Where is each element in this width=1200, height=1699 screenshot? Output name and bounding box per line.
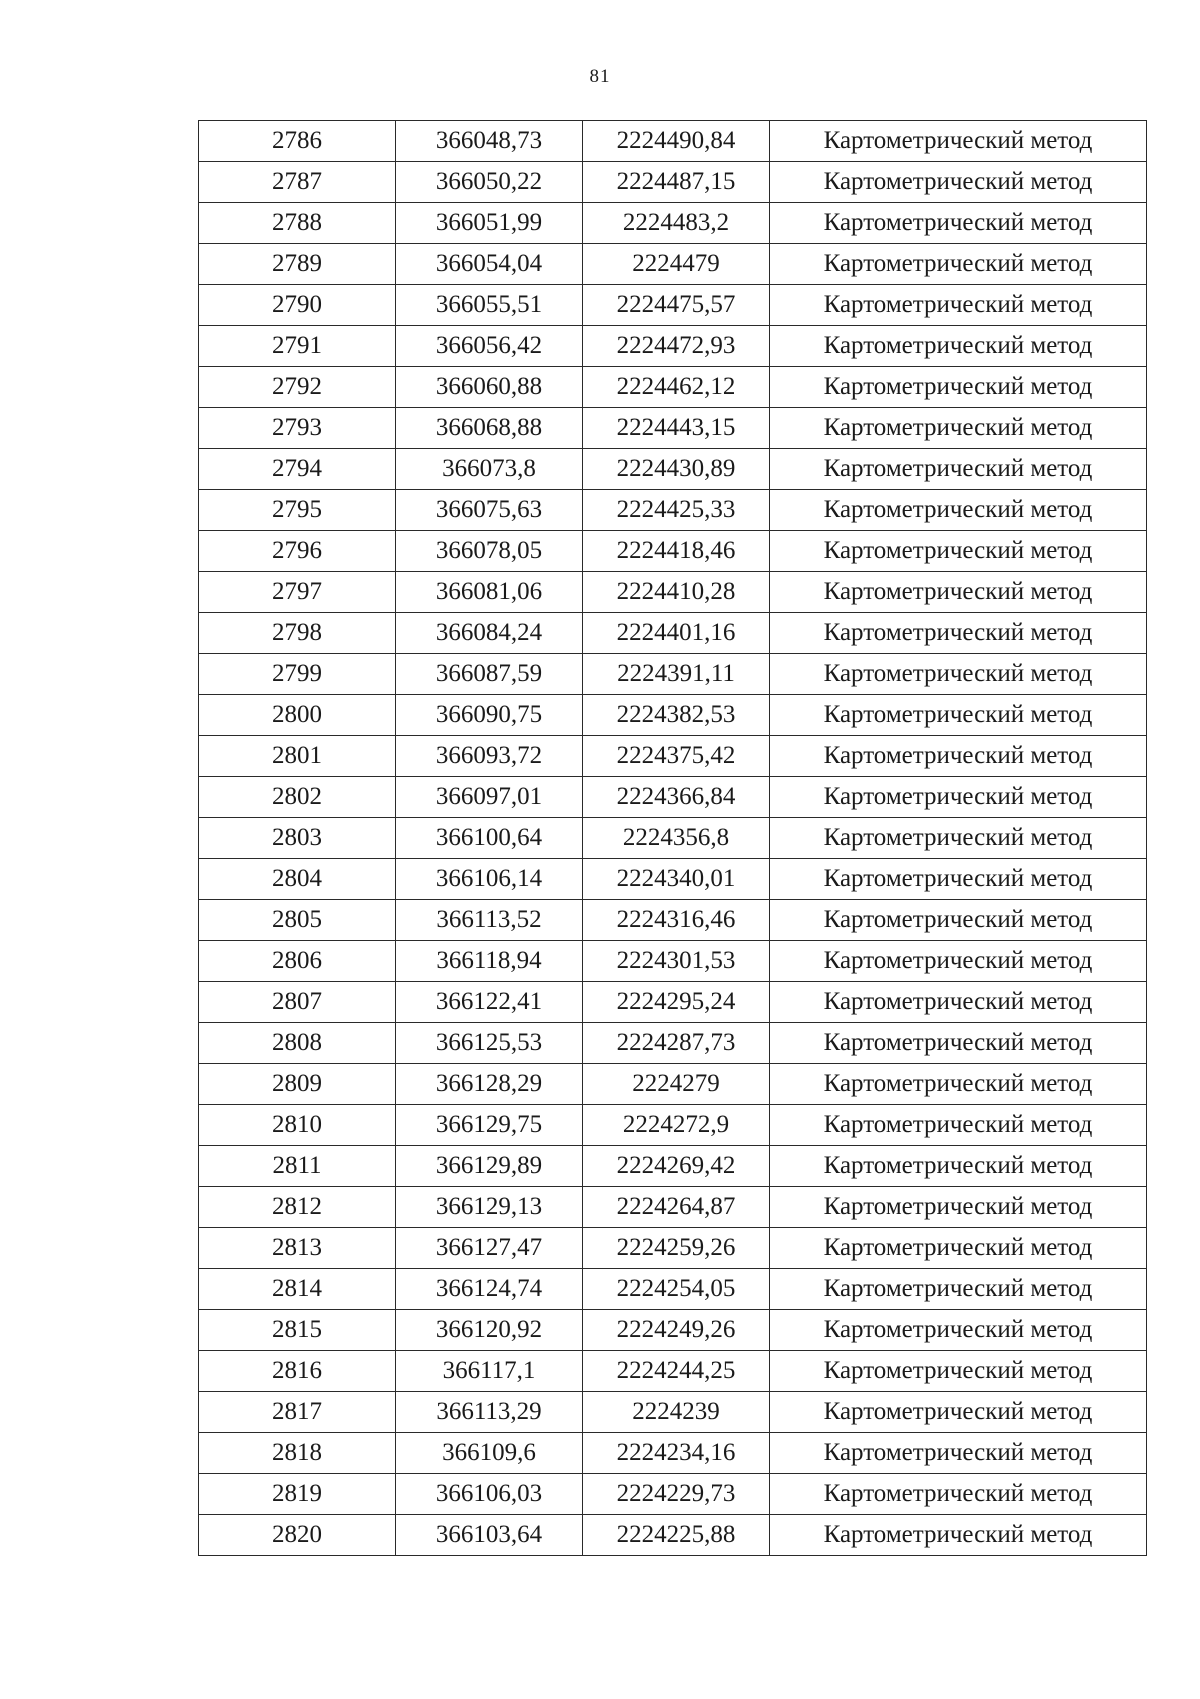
table-row <box>199 244 1147 285</box>
point-number-cell: 2811 <box>199 1146 396 1187</box>
table-row <box>199 572 1147 613</box>
y-coordinate-cell: 2224264,87 <box>583 1187 770 1228</box>
table-row <box>199 1105 1147 1146</box>
method-cell: Картометрический метод <box>770 1474 1147 1515</box>
method-cell: Картометрический метод <box>770 490 1147 531</box>
table-row <box>199 121 1147 162</box>
x-coordinate-cell: 366087,59 <box>396 654 583 695</box>
method-cell: Картометрический метод <box>770 1310 1147 1351</box>
y-coordinate-cell: 2224418,46 <box>583 531 770 572</box>
table-row <box>199 1433 1147 1474</box>
method-cell: Картометрический метод <box>770 1351 1147 1392</box>
y-coordinate-cell: 2224391,11 <box>583 654 770 695</box>
x-coordinate-cell: 366129,89 <box>396 1146 583 1187</box>
coordinates-table-body <box>199 121 1147 1556</box>
table-row <box>199 982 1147 1023</box>
x-coordinate-cell: 366127,47 <box>396 1228 583 1269</box>
y-coordinate-cell: 2224254,05 <box>583 1269 770 1310</box>
method-cell: Картометрический метод <box>770 982 1147 1023</box>
y-coordinate-cell: 2224239 <box>583 1392 770 1433</box>
x-coordinate-cell: 366125,53 <box>396 1023 583 1064</box>
method-cell: Картометрический метод <box>770 1269 1147 1310</box>
method-cell: Картометрический метод <box>770 736 1147 777</box>
table-row <box>199 1146 1147 1187</box>
y-coordinate-cell: 2224472,93 <box>583 326 770 367</box>
x-coordinate-cell: 366060,88 <box>396 367 583 408</box>
method-cell: Картометрический метод <box>770 531 1147 572</box>
point-number-cell: 2799 <box>199 654 396 695</box>
point-number-cell: 2804 <box>199 859 396 900</box>
x-coordinate-cell: 366120,92 <box>396 1310 583 1351</box>
point-number-cell: 2787 <box>199 162 396 203</box>
y-coordinate-cell: 2224462,12 <box>583 367 770 408</box>
y-coordinate-cell: 2224287,73 <box>583 1023 770 1064</box>
table-row <box>199 1269 1147 1310</box>
coordinates-table <box>198 120 1147 1556</box>
x-coordinate-cell: 366113,52 <box>396 900 583 941</box>
point-number-cell: 2815 <box>199 1310 396 1351</box>
table-row <box>199 1187 1147 1228</box>
method-cell: Картометрический метод <box>770 121 1147 162</box>
x-coordinate-cell: 366129,13 <box>396 1187 583 1228</box>
method-cell: Картометрический метод <box>770 326 1147 367</box>
point-number-cell: 2789 <box>199 244 396 285</box>
point-number-cell: 2809 <box>199 1064 396 1105</box>
method-cell: Картометрический метод <box>770 1105 1147 1146</box>
y-coordinate-cell: 2224410,28 <box>583 572 770 613</box>
y-coordinate-cell: 2224249,26 <box>583 1310 770 1351</box>
table-row <box>199 490 1147 531</box>
method-cell: Картометрический метод <box>770 1023 1147 1064</box>
x-coordinate-cell: 366118,94 <box>396 941 583 982</box>
x-coordinate-cell: 366097,01 <box>396 777 583 818</box>
method-cell: Картометрический метод <box>770 654 1147 695</box>
table-row <box>199 777 1147 818</box>
table-row <box>199 736 1147 777</box>
x-coordinate-cell: 366048,73 <box>396 121 583 162</box>
method-cell: Картометрический метод <box>770 1515 1147 1556</box>
point-number-cell: 2819 <box>199 1474 396 1515</box>
table-row <box>199 285 1147 326</box>
point-number-cell: 2802 <box>199 777 396 818</box>
point-number-cell: 2806 <box>199 941 396 982</box>
point-number-cell: 2795 <box>199 490 396 531</box>
point-number-cell: 2805 <box>199 900 396 941</box>
y-coordinate-cell: 2224259,26 <box>583 1228 770 1269</box>
method-cell: Картометрический метод <box>770 1433 1147 1474</box>
y-coordinate-cell: 2224229,73 <box>583 1474 770 1515</box>
point-number-cell: 2798 <box>199 613 396 654</box>
y-coordinate-cell: 2224479 <box>583 244 770 285</box>
x-coordinate-cell: 366050,22 <box>396 162 583 203</box>
x-coordinate-cell: 366068,88 <box>396 408 583 449</box>
point-number-cell: 2816 <box>199 1351 396 1392</box>
y-coordinate-cell: 2224490,84 <box>583 121 770 162</box>
point-number-cell: 2817 <box>199 1392 396 1433</box>
y-coordinate-cell: 2224487,15 <box>583 162 770 203</box>
table-row <box>199 654 1147 695</box>
y-coordinate-cell: 2224279 <box>583 1064 770 1105</box>
method-cell: Картометрический метод <box>770 1228 1147 1269</box>
point-number-cell: 2794 <box>199 449 396 490</box>
y-coordinate-cell: 2224234,16 <box>583 1433 770 1474</box>
y-coordinate-cell: 2224382,53 <box>583 695 770 736</box>
y-coordinate-cell: 2224356,8 <box>583 818 770 859</box>
method-cell: Картометрический метод <box>770 695 1147 736</box>
point-number-cell: 2786 <box>199 121 396 162</box>
method-cell: Картометрический метод <box>770 941 1147 982</box>
point-number-cell: 2807 <box>199 982 396 1023</box>
y-coordinate-cell: 2224244,25 <box>583 1351 770 1392</box>
point-number-cell: 2813 <box>199 1228 396 1269</box>
y-coordinate-cell: 2224401,16 <box>583 613 770 654</box>
point-number-cell: 2796 <box>199 531 396 572</box>
table-row <box>199 449 1147 490</box>
table-row <box>199 408 1147 449</box>
method-cell: Картометрический метод <box>770 1146 1147 1187</box>
y-coordinate-cell: 2224475,57 <box>583 285 770 326</box>
y-coordinate-cell: 2224430,89 <box>583 449 770 490</box>
point-number-cell: 2814 <box>199 1269 396 1310</box>
method-cell: Картометрический метод <box>770 449 1147 490</box>
x-coordinate-cell: 366117,1 <box>396 1351 583 1392</box>
method-cell: Картометрический метод <box>770 1064 1147 1105</box>
table-row <box>199 941 1147 982</box>
x-coordinate-cell: 366109,6 <box>396 1433 583 1474</box>
y-coordinate-cell: 2224269,42 <box>583 1146 770 1187</box>
table-row <box>199 900 1147 941</box>
method-cell: Картометрический метод <box>770 859 1147 900</box>
x-coordinate-cell: 366122,41 <box>396 982 583 1023</box>
point-number-cell: 2790 <box>199 285 396 326</box>
table-row <box>199 1310 1147 1351</box>
table-row <box>199 1064 1147 1105</box>
table-row <box>199 1228 1147 1269</box>
point-number-cell: 2818 <box>199 1433 396 1474</box>
y-coordinate-cell: 2224225,88 <box>583 1515 770 1556</box>
table-row <box>199 1023 1147 1064</box>
point-number-cell: 2820 <box>199 1515 396 1556</box>
x-coordinate-cell: 366129,75 <box>396 1105 583 1146</box>
method-cell: Картометрический метод <box>770 203 1147 244</box>
table-row <box>199 326 1147 367</box>
table-row <box>199 1474 1147 1515</box>
method-cell: Картометрический метод <box>770 367 1147 408</box>
point-number-cell: 2800 <box>199 695 396 736</box>
x-coordinate-cell: 366055,51 <box>396 285 583 326</box>
y-coordinate-cell: 2224375,42 <box>583 736 770 777</box>
table-row <box>199 859 1147 900</box>
table-row <box>199 818 1147 859</box>
x-coordinate-cell: 366106,03 <box>396 1474 583 1515</box>
method-cell: Картометрический метод <box>770 818 1147 859</box>
method-cell: Картометрический метод <box>770 613 1147 654</box>
x-coordinate-cell: 366128,29 <box>396 1064 583 1105</box>
x-coordinate-cell: 366078,05 <box>396 531 583 572</box>
x-coordinate-cell: 366073,8 <box>396 449 583 490</box>
x-coordinate-cell: 366113,29 <box>396 1392 583 1433</box>
page-number: 81 <box>589 66 611 87</box>
point-number-cell: 2808 <box>199 1023 396 1064</box>
x-coordinate-cell: 366100,64 <box>396 818 583 859</box>
method-cell: Картометрический метод <box>770 777 1147 818</box>
x-coordinate-cell: 366056,42 <box>396 326 583 367</box>
y-coordinate-cell: 2224301,53 <box>583 941 770 982</box>
point-number-cell: 2791 <box>199 326 396 367</box>
y-coordinate-cell: 2224340,01 <box>583 859 770 900</box>
point-number-cell: 2792 <box>199 367 396 408</box>
x-coordinate-cell: 366054,04 <box>396 244 583 285</box>
x-coordinate-cell: 366081,06 <box>396 572 583 613</box>
table-row <box>199 531 1147 572</box>
point-number-cell: 2812 <box>199 1187 396 1228</box>
table-row <box>199 1351 1147 1392</box>
y-coordinate-cell: 2224316,46 <box>583 900 770 941</box>
table-row <box>199 613 1147 654</box>
method-cell: Картометрический метод <box>770 162 1147 203</box>
method-cell: Картометрический метод <box>770 900 1147 941</box>
x-coordinate-cell: 366084,24 <box>396 613 583 654</box>
method-cell: Картометрический метод <box>770 1187 1147 1228</box>
point-number-cell: 2803 <box>199 818 396 859</box>
method-cell: Картометрический метод <box>770 1392 1147 1433</box>
method-cell: Картометрический метод <box>770 285 1147 326</box>
x-coordinate-cell: 366090,75 <box>396 695 583 736</box>
table-row <box>199 367 1147 408</box>
y-coordinate-cell: 2224425,33 <box>583 490 770 531</box>
point-number-cell: 2788 <box>199 203 396 244</box>
method-cell: Картометрический метод <box>770 572 1147 613</box>
method-cell: Картометрический метод <box>770 408 1147 449</box>
table-row <box>199 1515 1147 1556</box>
table-row <box>199 695 1147 736</box>
point-number-cell: 2793 <box>199 408 396 449</box>
y-coordinate-cell: 2224366,84 <box>583 777 770 818</box>
point-number-cell: 2797 <box>199 572 396 613</box>
x-coordinate-cell: 366051,99 <box>396 203 583 244</box>
table-row <box>199 162 1147 203</box>
point-number-cell: 2810 <box>199 1105 396 1146</box>
x-coordinate-cell: 366124,74 <box>396 1269 583 1310</box>
x-coordinate-cell: 366103,64 <box>396 1515 583 1556</box>
x-coordinate-cell: 366093,72 <box>396 736 583 777</box>
x-coordinate-cell: 366106,14 <box>396 859 583 900</box>
y-coordinate-cell: 2224295,24 <box>583 982 770 1023</box>
y-coordinate-cell: 2224483,2 <box>583 203 770 244</box>
table-row <box>199 203 1147 244</box>
table-row <box>199 1392 1147 1433</box>
y-coordinate-cell: 2224272,9 <box>583 1105 770 1146</box>
point-number-cell: 2801 <box>199 736 396 777</box>
y-coordinate-cell: 2224443,15 <box>583 408 770 449</box>
x-coordinate-cell: 366075,63 <box>396 490 583 531</box>
method-cell: Картометрический метод <box>770 244 1147 285</box>
